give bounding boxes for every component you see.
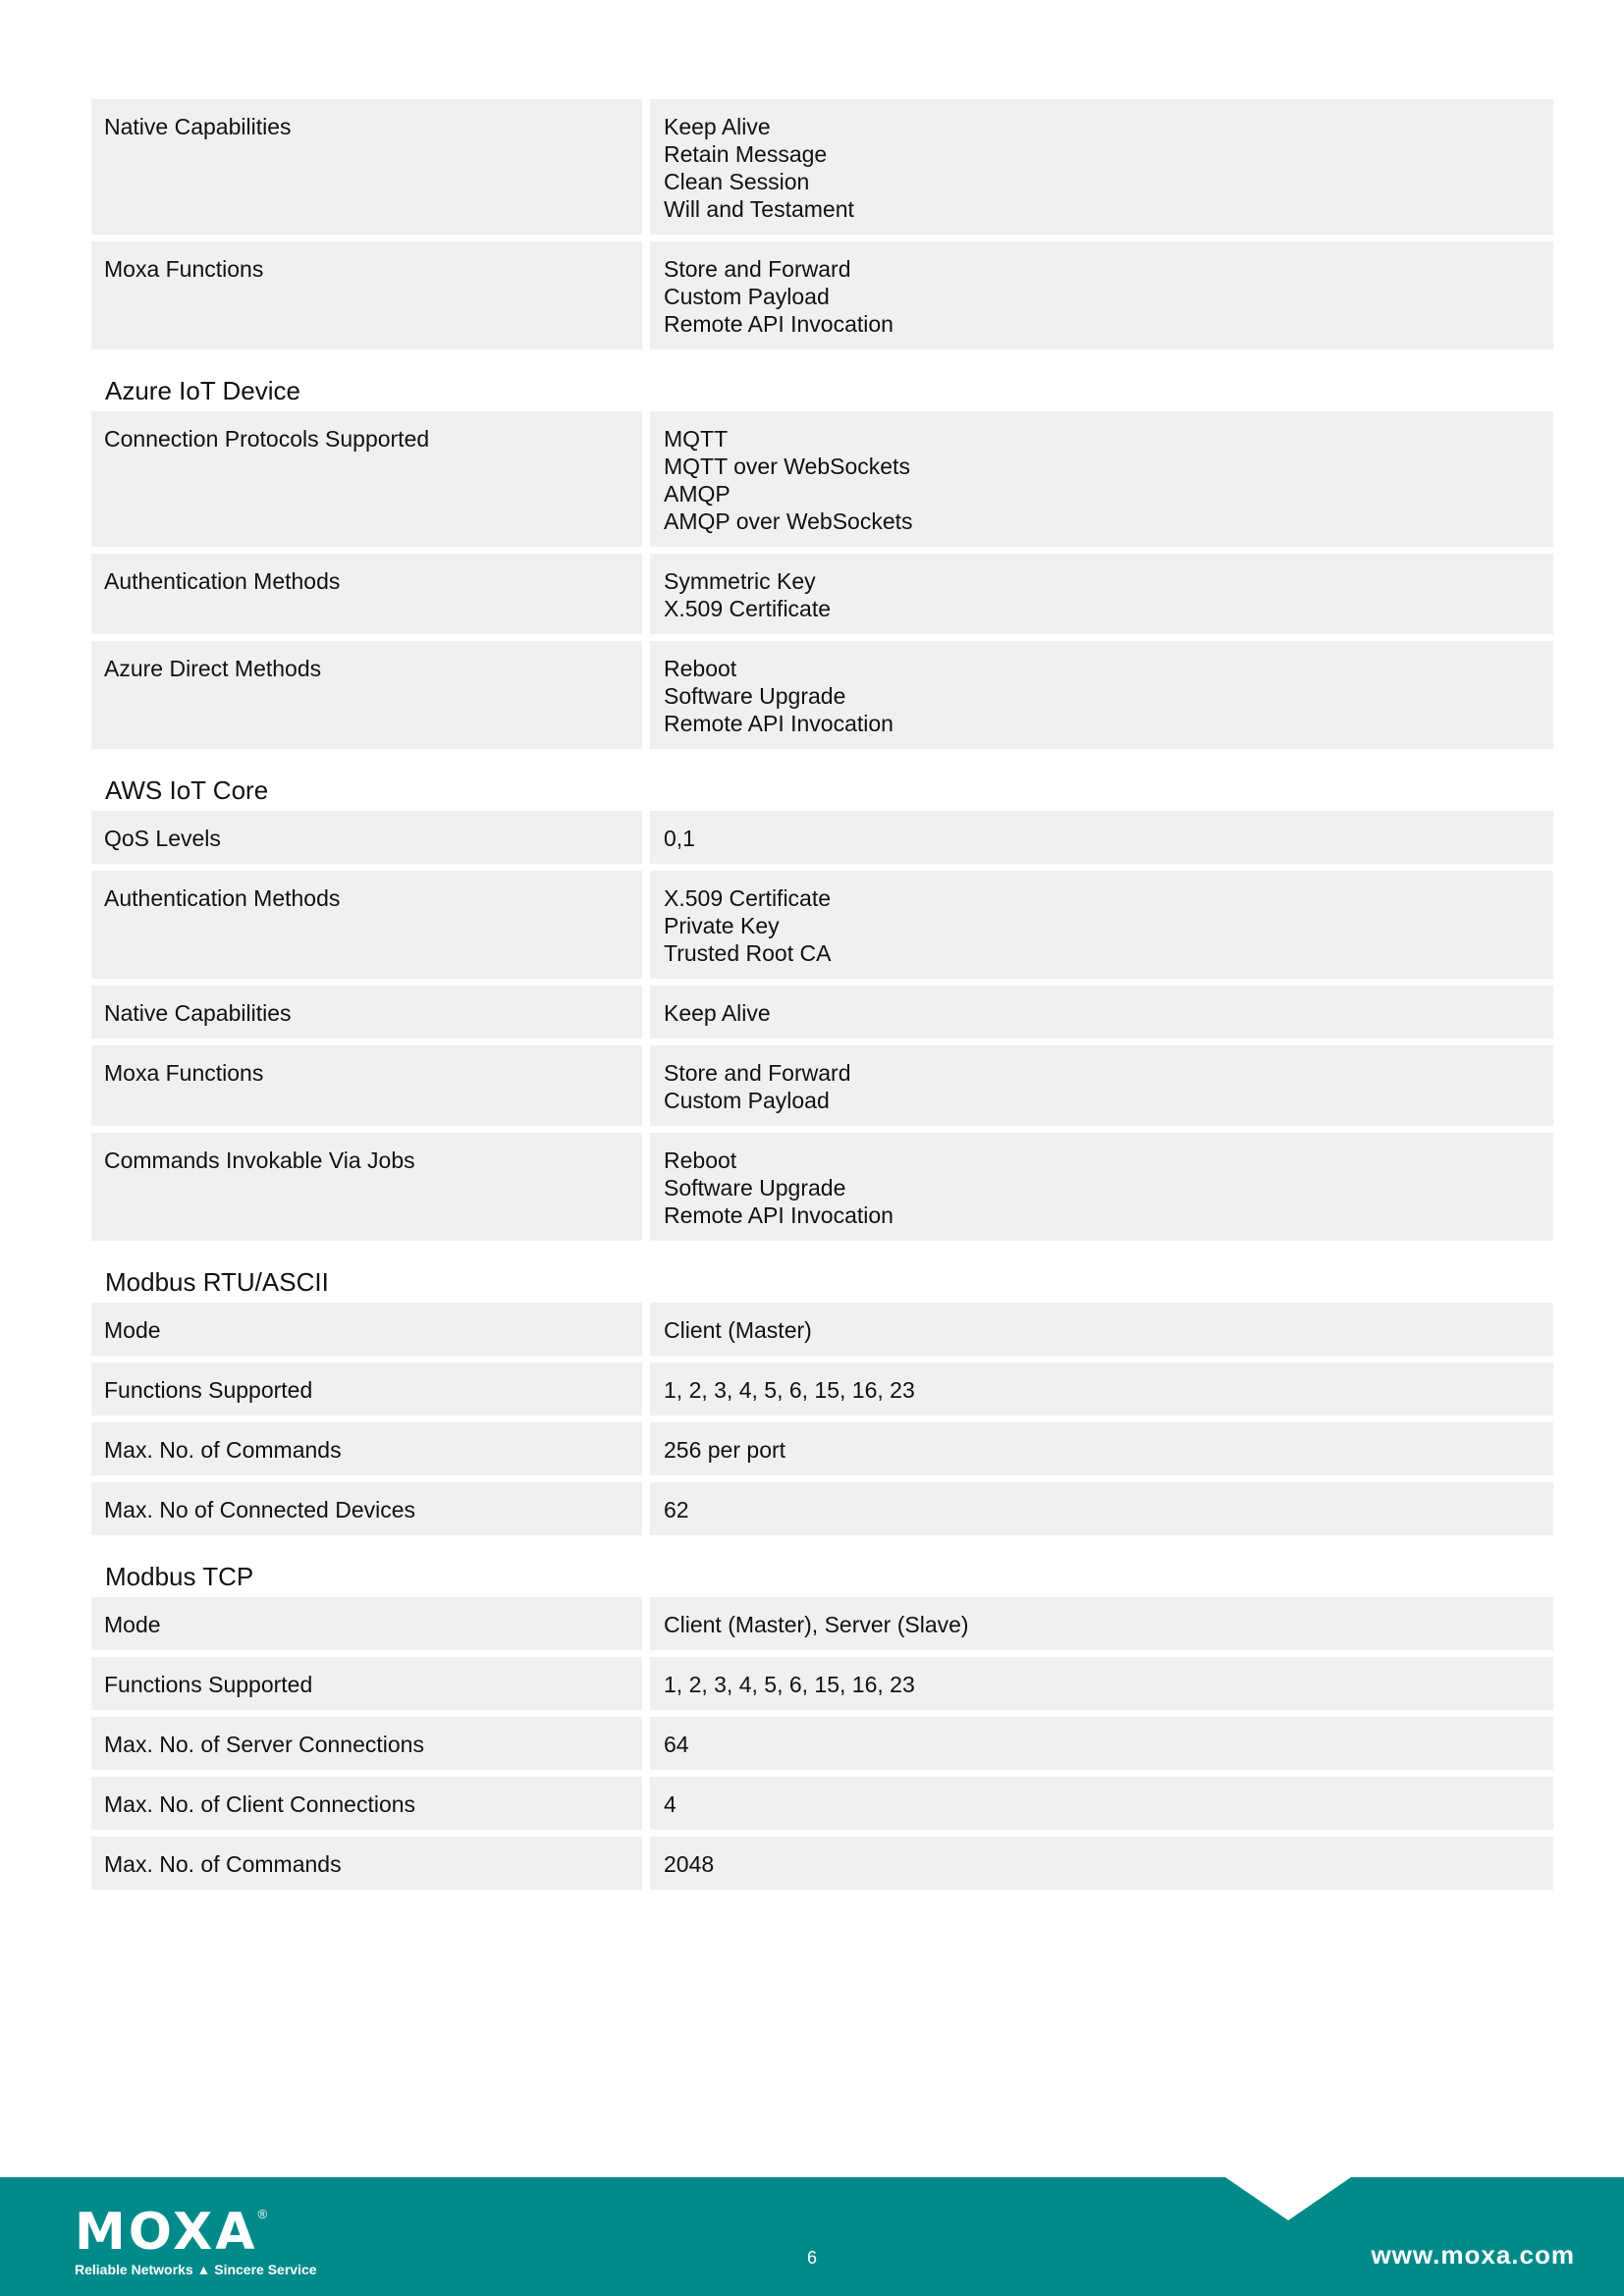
spec-value: Client (Master) — [650, 1303, 1553, 1356]
spec-row — [91, 1837, 1553, 1890]
spec-label: Max. No. of Server Connections — [91, 1717, 642, 1770]
section-heading: Azure IoT Device — [105, 376, 300, 405]
spec-row — [91, 986, 1553, 1039]
spec-value: 4 — [650, 1777, 1553, 1830]
spec-value: 256 per port — [650, 1422, 1553, 1475]
spec-value: Reboot Software Upgrade Remote API Invocation — [650, 641, 1553, 749]
spec-label: Moxa Functions — [91, 241, 642, 349]
logo-text: MOXA — [75, 2203, 258, 2262]
spec-label: Max. No. of Commands — [91, 1837, 642, 1890]
section-heading: AWS IoT Core — [105, 775, 269, 805]
spec-row — [91, 1045, 1553, 1126]
spec-value: Store and Forward Custom Payload Remote API Invocation — [650, 241, 1553, 349]
spec-row — [91, 1657, 1553, 1710]
logo-wordmark — [75, 2203, 317, 2262]
spec-label: Functions Supported — [91, 1657, 642, 1710]
spec-row — [91, 1777, 1553, 1830]
footer-notch — [1225, 2177, 1351, 2220]
website-link[interactable]: www.moxa.com — [1371, 2240, 1575, 2269]
spec-label: Moxa Functions — [91, 1045, 642, 1126]
moxa-logo — [75, 2203, 317, 2278]
spec-value: Reboot Software Upgrade Remote API Invocation — [650, 1133, 1553, 1241]
spec-label: Native Capabilities — [91, 99, 642, 235]
spec-label: Connection Protocols Supported — [91, 411, 642, 547]
spec-label: Authentication Methods — [91, 871, 642, 979]
logo-tagline: Reliable Networks ▲ Sincere Service — [75, 2262, 317, 2277]
page-footer — [0, 2177, 1624, 2296]
spec-value: Store and Forward Custom Payload — [650, 1045, 1553, 1126]
spec-content — [91, 99, 1553, 1896]
spec-label: Authentication Methods — [91, 554, 642, 634]
spec-row — [91, 411, 1553, 547]
spec-label: Max. No. of Commands — [91, 1422, 642, 1475]
spec-value: 62 — [650, 1482, 1553, 1535]
spec-value: 1, 2, 3, 4, 5, 6, 15, 16, 23 — [650, 1657, 1553, 1710]
spec-label: QoS Levels — [91, 811, 642, 864]
spec-label: Max. No of Connected Devices — [91, 1482, 642, 1535]
spec-value: Keep Alive Retain Message Clean Session Will and Testament — [650, 99, 1553, 235]
spec-row — [91, 1303, 1553, 1356]
spec-label: Mode — [91, 1597, 642, 1650]
spec-row — [91, 1362, 1553, 1415]
spec-row — [91, 641, 1553, 749]
spec-row — [91, 811, 1553, 864]
spec-value: Keep Alive — [650, 986, 1553, 1039]
spec-value: MQTT MQTT over WebSockets AMQP AMQP over WebSockets — [650, 411, 1553, 547]
spec-label: Native Capabilities — [91, 986, 642, 1039]
page-number: 6 — [806, 2248, 817, 2268]
spec-value: X.509 Certificate Private Key Trusted Root CA — [650, 871, 1553, 979]
spec-value: Client (Master), Server (Slave) — [650, 1597, 1553, 1650]
spec-label: Commands Invokable Via Jobs — [91, 1133, 642, 1241]
spec-row — [91, 554, 1553, 634]
section-heading: Modbus TCP — [105, 1562, 254, 1591]
spec-row — [91, 1133, 1553, 1241]
section-heading: Modbus RTU/ASCII — [105, 1267, 329, 1297]
registered-mark: ® — [257, 2207, 268, 2221]
spec-row — [91, 871, 1553, 979]
spec-value: 1, 2, 3, 4, 5, 6, 15, 16, 23 — [650, 1362, 1553, 1415]
spec-value: 0,1 — [650, 811, 1553, 864]
spec-row — [91, 1717, 1553, 1770]
spec-label: Mode — [91, 1303, 642, 1356]
spec-value: Symmetric Key X.509 Certificate — [650, 554, 1553, 634]
spec-row — [91, 1597, 1553, 1650]
spec-label: Max. No. of Client Connections — [91, 1777, 642, 1830]
spec-row — [91, 1482, 1553, 1535]
spec-row — [91, 241, 1553, 349]
spec-row — [91, 1422, 1553, 1475]
spec-label: Azure Direct Methods — [91, 641, 642, 749]
spec-label: Functions Supported — [91, 1362, 642, 1415]
spec-value: 2048 — [650, 1837, 1553, 1890]
spec-row — [91, 99, 1553, 235]
spec-value: 64 — [650, 1717, 1553, 1770]
